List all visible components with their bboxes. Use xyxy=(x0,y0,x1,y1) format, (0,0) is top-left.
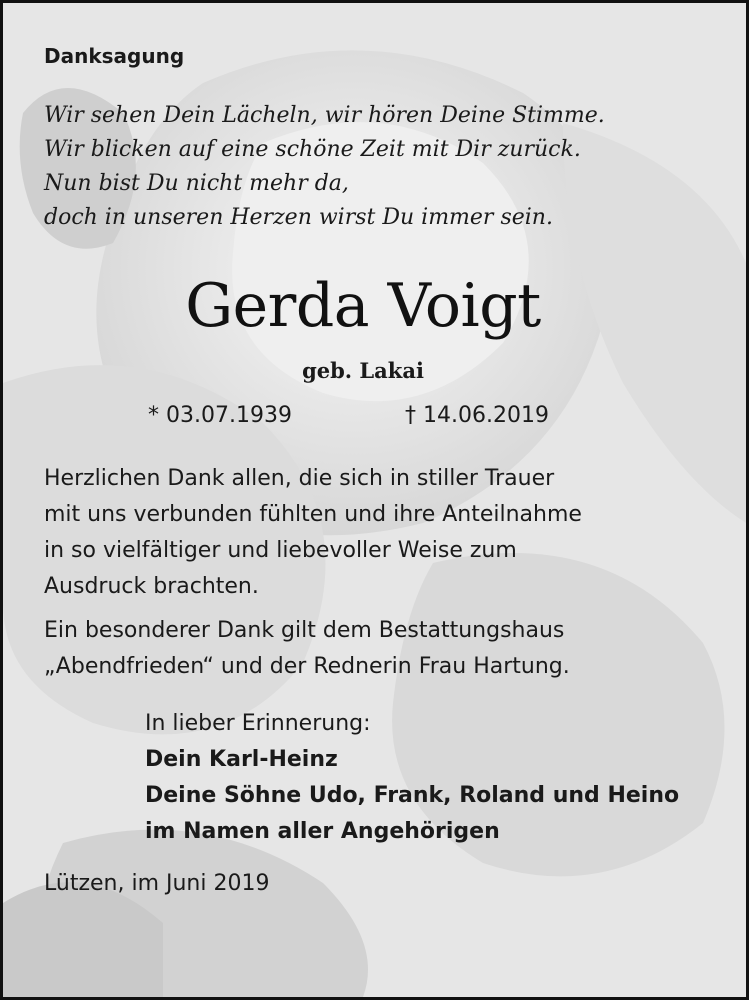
birth-date: * 03.07.1939 xyxy=(148,403,292,428)
thanks-paragraph xyxy=(44,461,582,605)
signature-line: Dein Karl-Heinz xyxy=(145,747,338,772)
signature-line: im Namen aller Angehörigen xyxy=(145,819,500,844)
poem xyxy=(44,99,605,235)
special-thanks-line: Ein besonderer Dank gilt dem Bestattungshaus xyxy=(44,618,565,643)
signature-intro: In lieber Erinnerung: xyxy=(145,711,371,736)
notice-heading: Danksagung xyxy=(44,44,185,68)
signature-line: Deine Söhne Udo, Frank, Roland und Heino xyxy=(145,783,680,808)
poem-line: doch in unseren Herzen wirst Du immer sein. xyxy=(44,205,553,230)
death-date: † 14.06.2019 xyxy=(405,403,549,428)
thanks-line: Herzlichen Dank allen, die sich in stiller Trauer xyxy=(44,466,555,491)
poem-line: Nun bist Du nicht mehr da, xyxy=(44,171,349,196)
special-thanks-paragraph xyxy=(44,613,570,685)
notice-content xyxy=(3,3,746,997)
poem-line: Wir blicken auf eine schöne Zeit mit Dir zurück. xyxy=(44,137,581,162)
place-date: Lützen, im Juni 2019 xyxy=(44,871,270,896)
deceased-name: Gerda Voigt xyxy=(185,271,541,341)
special-thanks-line: „Abendfrieden“ und der Rednerin Frau Hartung. xyxy=(44,654,570,679)
thanks-line: mit uns verbunden fühlten und ihre Anteilnahme xyxy=(44,502,582,527)
thanks-line: in so vielfältiger und liebevoller Weise zum xyxy=(44,538,517,563)
poem-line: Wir sehen Dein Lächeln, wir hören Deine Stimme. xyxy=(44,103,605,128)
thanks-line: Ausdruck brachten. xyxy=(44,574,259,599)
maiden-name: geb. Lakai xyxy=(302,358,424,383)
signature-block xyxy=(145,706,679,850)
